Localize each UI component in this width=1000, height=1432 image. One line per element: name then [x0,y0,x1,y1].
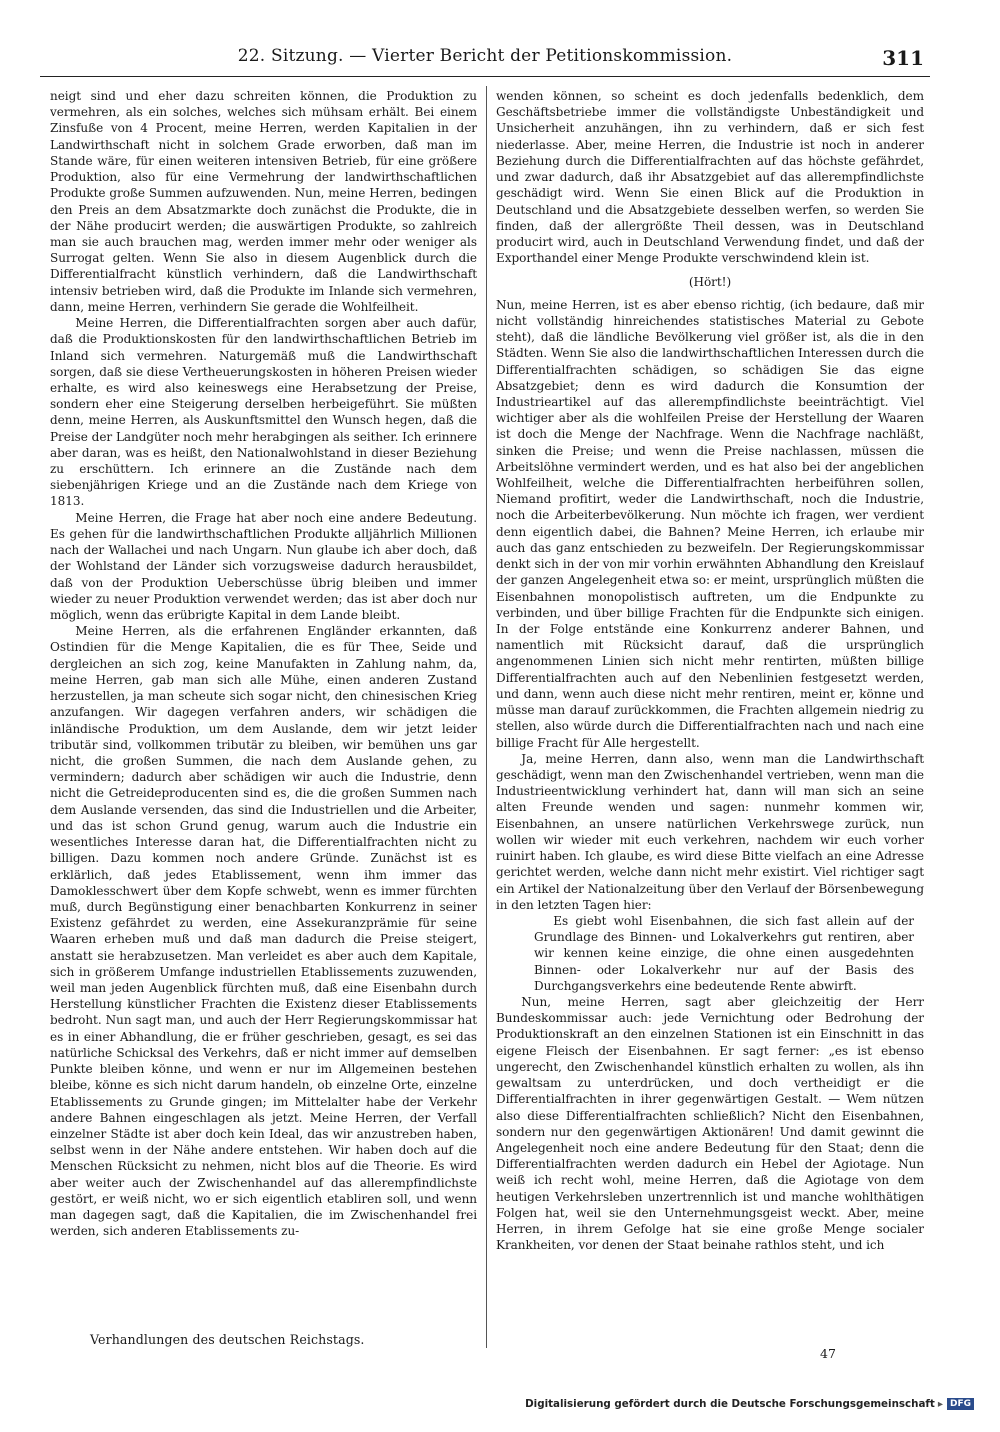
paragraph: Meine Herren, die Differentialfrachten sorgen aber auch dafür, daß die Produktionskosten für den landwirthschaftlichen Betrieb im Inland sich vermehren. Naturgemäß muß die Landwirthschaft sorgen, daß sie diese Vertheuerungskosten in höheren Preisen wieder erhalte, es wird also keineswegs eine Herabsetzung der Preise, sondern eher eine Steigerung derselben herbeigeführt. Sie müßten denn, meine Herren, als Auskunftsmittel den Wunsch hegen, daß die Preise der Landgüter noch mehr herabgingen als seither. Ich erinnere aber daran, was es heißt, den Nationalwohlstand in dieser Beziehung zu erschüttern. Ich erinnere an die Zustände nach dem siebenjährigen Kriege und an die Zustände nach dem Kriege von 1813. [50,316,477,509]
left-column [50,88,477,1363]
digitization-note: Digitalisierung gefördert durch die Deutsche Forschungsgemeinschaft [525,1398,935,1410]
header-rule [40,76,930,77]
publication-footer: Verhandlungen des deutschen Reichstags. [90,1332,365,1347]
block-quote [534,913,914,994]
page-number: 311 [882,46,924,70]
interjection: (Hört!) [688,275,732,290]
column-divider [486,86,487,1348]
page-header [40,46,930,76]
paragraph: Meine Herren, als die erfahrenen Engländer erkannten, daß Ostindien für die Menge Kapitalien, die es für Thee, Seide und dergleichen an sich zog, keine Manufakten in Zahlung nahm, da, meine Herren, gab man sich alle Mühe, einen anderen Zustand herzustellen, ja man scheute sich sogar nicht, den chinesischen Krieg anzufangen. Wir dagegen verfahren anders, wir schädigen die inländische Produktion, um dem Auslande, dem wir jetzt leider tributär sind, vollkommen tributär zu bleiben, wir bemühen uns gar nicht, die großen Summen, die nach dem Auslande gehen, zu vermindern; dadurch aber schädigen wir auch die Industrie, denn nicht die Getreideproducenten sind es, die die großen Summen nach dem Auslande versenden, das sind die Industriellen und die Arbeiter, und das ist schon Grund genug, warum auch die Industrie ein wesentliches Interesse daran hat, die Differentialfrachten nicht zu billigen. Dazu kommen noch andere Gründe. Zunächst ist es erklärlich, daß jedes Etablissement, wenn ihm immer das Damoklesschwert über dem Kopfe schwebt, wenn es immer fürchten muß, durch Begünstigung einer benachbarten Konkurrenz in seiner Existenz gefährdet zu werden, eine Assekuranzprämie für seine Waaren erheben muß und daß man dadurch die Preise steigert, anstatt sie herabzusetzen. Man verleidet es aber auch dem Kapitale, sich in größerem Umfange industriellen Etablissements zuzuwenden, weil man jeden Augenblick fürchten muß, daß eine Eisenbahn durch Herstellung künstlicher Frachten die Existenz dieser Etablissements bedroht. Nun sagt man, und auch der Herr Regierungskommissar hat es in einer Abhandlung, die er früher geschrieben, gesagt, es sei das natürliche Schicksal des Verkehrs, daß er nicht immer auf demselben Punkte bleiben könne, und wenn er nur im Allgemeinen bestehen bleibe, könne es sich nicht darum handeln, ob einzelne Orte, einzelne Etablissements zu Grunde gingen; im Mittelalter habe der Verkehr andere Bahnen eingeschlagen als jetzt. Meine Herren, der Verfall einzelner Städte ist aber doch kein Ideal, das wir anzustreben haben, selbst wenn in der Nähe andere entstehen. Wir haben doch auf die Menschen Rücksicht zu nehmen, nicht blos auf die Theorie. Es wird aber weiter auch der Zwischenhandel auf das allerempfindlichste gestört, er weiß nicht, wo er sich eigentlich etabliren soll, und wenn man dagegen sagt, daß die Kapitalien, die im Zwischenhandel frei werden, sich anderen Etablissements zu- [50,624,477,1239]
digitization-credit [525,1398,974,1410]
paragraph: neigt sind und eher dazu schreiten können, die Produktion zu vermehren, als ein solches, welches sich mühsam erhält. Bei einem Zinsfuße von 4 Procent, meine Herren, werden Kapitalien in der Landwirthschaft nicht in solchem Grade erworben, daß man im Stande wäre, für einen weiteren intensiven Betrieb, für eine größere Produktion, also für eine Vermehrung der landwirthschaftlichen Produkte große Summen aufzuwenden. Nun, meine Herren, bedingen den Preis an dem Absatzmarkte doch zunächst die Produkte, die in der Nähe producirt werden; die auswärtigen Produkte, so zahlreich man sie auch brauchen mag, werden immer mehr oder weniger als Surrogat gelten. Wenn Sie also in diesem Augenblick durch die Differentialfracht künstlich verhindern, daß die Landwirthschaft intensiv betrieben wird, daß die Produkte im Inlande sich vermehren, dann, meine Herren, verhindern Sie gerade die Wohlfeilheit. [50,89,477,314]
arrow-icon: ▸ [937,1398,943,1410]
paragraph: Ja, meine Herren, dann also, wenn man die Landwirthschaft geschädigt, wenn man den Zwischenhandel vertrieben, wenn man die Industrieentwicklung verhindert hat, dann will man sich an seine alten Freunde wenden und sagen: nunmehr kommen wir, Eisenbahnen, an unsere natürlichen Verkehrswege zurück, nun wollen wir wieder mit euch verkehren, nachdem wir euch vorher ruinirt haben. Ich glaube, es wird diese Bitte vielfach an eine Adresse gerichtet werden, welche dann nicht mehr existirt. Viel richtiger sagt ein Artikel der Nationalzeitung über den Verlauf der Börsenbewegung in den letzten Tagen hier: [496,751,924,912]
paragraph: wenden können, so scheint es doch jedenfalls bedenklich, dem Geschäftsbetriebe immer die vollständigste Unbeständigkeit und Unsicherheit anzuhängen, ihn zu verhindern, daß er sich fest niederlasse. Aber, meine Herren, die Industrie ist noch in anderer Beziehung durch die Differentialfrachten auf das höchste gefährdet, und zwar dadurch, daß ihr Absatzgebiet auf das allerempfindlichste geschädigt wird. Wenn Sie einen Blick auf die Produktion in Deutschland und die Absatzgebiete desselben werfen, so werden Sie finden, daß der allergrößte Theil dessen, was in Deutschland producirt wird, auch in Deutschland Verwendung findet, und daß der Exporthandel einer Menge Produkte verschwindend klein ist. [496,89,924,266]
quote-text: Es giebt wohl Eisenbahnen, die sich fast allein auf der Grundlage des Binnen- und Lokalverkehrs gut rentiren, aber wir kennen keine einzige, die ohne einen ausgedehnten Binnen- oder Lokalverkehr nur auf der Basis des Durchgangsverkehrs eine bedeutende Rente abwirft. [534,913,914,993]
paragraph: Meine Herren, die Frage hat aber noch eine andere Bedeutung. Es gehen für die landwirthschaftlichen Produkte alljährlich Millionen nach der Wallachei und nach Ungarn. Nun glaube ich aber doch, daß der Wohlstand der Länder sich vorzugsweise dadurch herausbildet, daß von der Produktion Ueberschüsse übrig bleiben und immer wieder zu neuer Produktion verwendet werden; das ist aber doch nur möglich, wenn das erübrigte Kapital in dem Lande bleibt. [50,510,477,622]
session-title: 22. Sitzung. — Vierter Bericht der Petitionskommission. [237,46,733,66]
dfg-logo: DFG [947,1398,974,1410]
paragraph: Nun, meine Herren, ist es aber ebenso richtig, (ich bedaure, daß mir nicht vollständig hinreichendes statistisches Material zu Gebote steht), daß die ländliche Bevölkerung viel größer ist, als die in den Städten. Wenn Sie also die landwirthschaftlichen Interessen durch die Differentialfrachten schädigen, so schädigen Sie das eigne Absatzgebiet; denn es wird dadurch die Konsumtion der Industrieartikel auf das allerempfindlichste beeinträchtigt. Viel wichtiger aber als die wohlfeilen Preise der Herstellung der Waaren ist doch die Menge der Nachfrage. Wenn die Nachfrage nachläßt, sinken die Preise; und wenn die Preise nachlassen, müssen die Arbeitslöhne vermindert werden, und es hat also bei der angeblichen Wohlfeilheit, welche die Differentialfrachten herbeiführen sollen, Niemand profitirt, weder die Landwirthschaft, noch die Industrie, noch die Arbeiterbevölkerung. Nun möchte ich fragen, wer verdient denn eigentlich dabei, die Bahnen? Meine Herren, ich erlaube mir auch das ganz entschieden zu bezweifeln. Der Regierungskommissar denkt sich in der von mir vorhin erwähnten Abhandlung den Kreislauf der ganzen Angelegenheit etwa so: er meint, ursprünglich müßten die Eisenbahnen monopolistisch auftreten, um die Endpunkte zu verbinden, und über billige Frachten für die Endpunkte sich einigen. In der Folge entstände eine Konkurrenz anderer Bahnen, und namentlich mit Rücksicht darauf, daß die ursprünglich angenommenen Linien sich nicht mehr rentirten, müßten billige Differentialfrachten auch auf den Nebenlinien festgesetzt werden, und dann, wenn auch diese nicht mehr rentiren, meint er, könne und müsse man darauf zurückkommen, die Frachten allgemein niedrig zu stellen, also würde durch die Differentialfrachten nach und nach eine billige Fracht für Alle hergestellt. [496,297,924,750]
paragraph: Nun, meine Herren, sagt aber gleichzeitig der Herr Bundeskommissar auch: jede Vernichtung oder Bedrohung der Produktionskraft an den einzelnen Stationen ist ein Einschnitt in das eigene Fleisch der Eisenbahnen. Er sagt ferner: „es ist ebenso ungerecht, den Zwischenhandel künstlich erhalten zu wollen, als ihn gewaltsam zu unterdrücken, und doch vertheidigt er die Differentialfrachten in ihrer gegenwärtigen Gestalt. — Wem nützen also diese Differentialfrachten schließlich? Nicht den Eisenbahnen, sondern nur den gegenwärtigen Aktionären! Und damit gewinnt die Angelegenheit noch eine andere Bedeutung für den Staat; denn die Differentialfrachten werden dadurch ein Hebel der Agiotage. Nun weiß ich recht wohl, meine Herren, daß die Agiotage von dem heutigen Verkehrsleben unzertrennlich ist und manche wohlthätigen Folgen hat, weil sie den Unternehmungsgeist weckt. Aber, meine Herren, in ihrem Gefolge hat sie eine große Menge socialer Krankheiten, vor denen der Staat beinahe rathlos steht, und ich [496,995,924,1253]
sheet-number: 47 [820,1346,836,1361]
right-column [496,88,924,1363]
